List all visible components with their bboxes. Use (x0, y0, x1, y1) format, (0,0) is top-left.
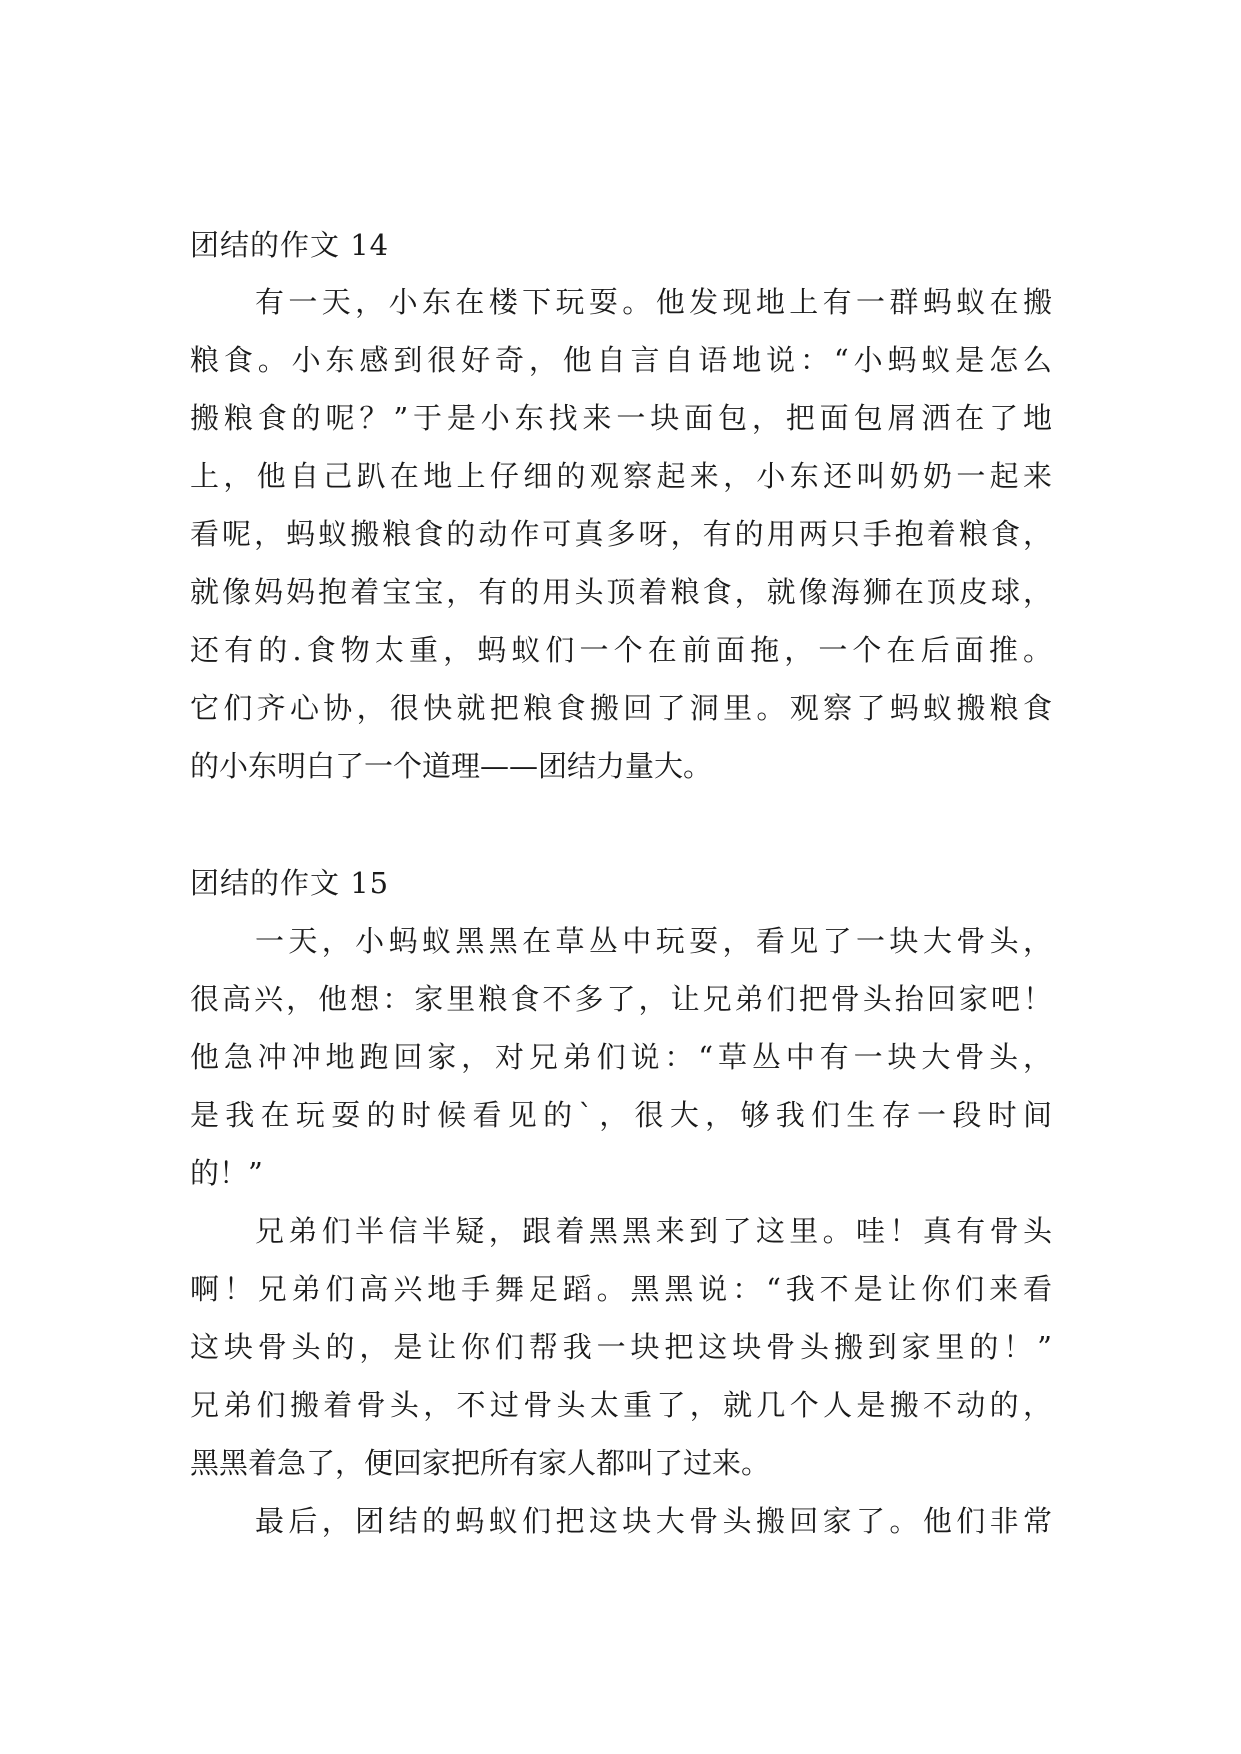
essay-14-line-8: 它们齐心协，很快就把粮食搬回了洞里。观察了蚂蚁搬粮食 (190, 691, 1052, 725)
essay-15-line-8: 这块骨头的，是让你们帮我一块把这块骨头搬到家里的！” (190, 1330, 1052, 1364)
essay-15-title: 团结的作文 15 (190, 866, 390, 900)
essay-15-line-2: 很高兴，他想：家里粮食不多了，让兄弟们把骨头抬回家吧！ (190, 982, 1052, 1016)
essay-15-line-11: 最后，团结的蚂蚁们把这块大骨头搬回家了。他们非常 (255, 1504, 1052, 1538)
essay-14-line-6: 就像妈妈抱着宝宝，有的用头顶着粮食，就像海狮在顶皮球， (190, 575, 1052, 609)
essay-15-line-4: 是我在玩耍的时候看见的`，很大，够我们生存一段时间 (190, 1098, 1052, 1132)
essay-15-line-6: 兄弟们半信半疑，跟着黑黑来到了这里。哇！真有骨头 (255, 1214, 1052, 1248)
essay-14-line-7: 还有的.食物太重，蚂蚁们一个在前面拖，一个在后面推。 (190, 633, 1052, 667)
essay-14-line-9: 的小东明白了一个道理——团结力量大。 (190, 749, 713, 783)
essay-15-line-7: 啊！兄弟们高兴地手舞足蹈。黑黑说：“我不是让你们来看 (190, 1272, 1052, 1306)
essay-15-line-3: 他急冲冲地跑回家，对兄弟们说：“草丛中有一块大骨头， (190, 1040, 1052, 1074)
essay-14-line-1: 有一天，小东在楼下玩耍。他发现地上有一群蚂蚁在搬 (255, 285, 1052, 319)
essay-14-line-2: 粮食。小东感到很好奇，他自言自语地说：“小蚂蚁是怎么 (190, 343, 1052, 377)
essay-15-line-5: 的！” (190, 1156, 263, 1190)
essay-14-line-4: 上，他自己趴在地上仔细的观察起来，小东还叫奶奶一起来 (190, 459, 1052, 493)
essay-14-line-5: 看呢，蚂蚁搬粮食的动作可真多呀，有的用两只手抱着粮食， (190, 517, 1052, 551)
essay-15-line-1: 一天，小蚂蚁黑黑在草丛中玩耍，看见了一块大骨头， (255, 924, 1052, 958)
essay-14-title: 团结的作文 14 (190, 228, 390, 262)
essay-15-line-9: 兄弟们搬着骨头，不过骨头太重了，就几个人是搬不动的， (190, 1388, 1052, 1422)
essay-14-line-3: 搬粮食的呢？”于是小东找来一块面包，把面包屑洒在了地 (190, 401, 1052, 435)
essay-15-line-10: 黑黑着急了，便回家把所有家人都叫了过来。 (190, 1446, 771, 1480)
